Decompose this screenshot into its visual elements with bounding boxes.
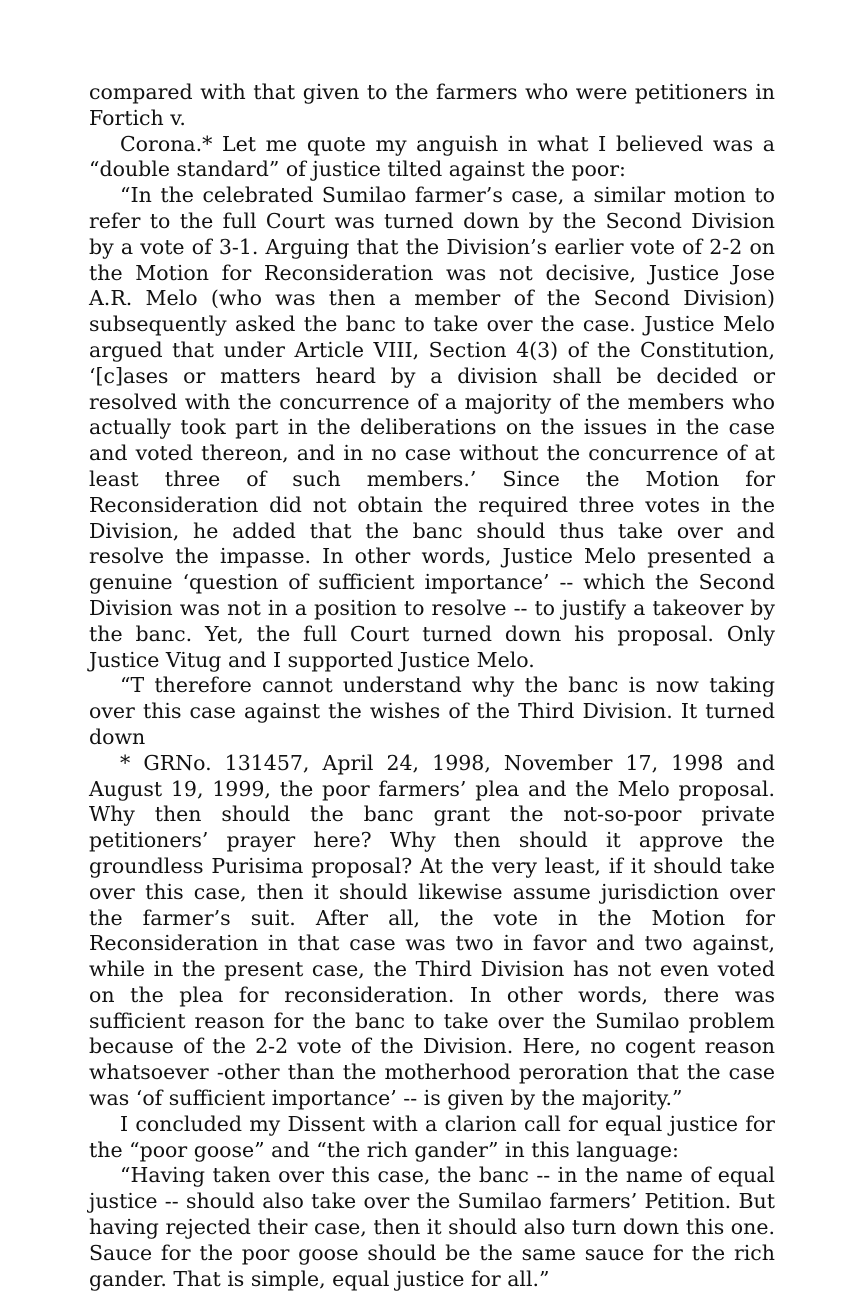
paragraph-6: I concluded my Dissent with a clarion call for equal justice for the “poor goose” and “the rich gander” in this language: bbox=[89, 1111, 775, 1162]
paragraph-7: “Having taken over this case, the banc -- in the name of equal justice -- should also take over the Sumilao farmers’ Petition. But having rejected their case, then it should also turn down this one. Sauce for the poor goose should be the same sauce for the rich gander. That is simple, equal justice for all.” bbox=[89, 1163, 775, 1291]
paragraph-1: compared with that given to the farmers who were petitioners in Fortich v. bbox=[89, 80, 775, 130]
paragraph-3: “In the celebrated Sumilao farmer’s case, a similar motion to refer to the full Court was turned down by the Second Division by a vote of 3-1. Arguing that the Division’s earlier vote of 2-2 on the Motion for Reconsideration was not decisive, Justice Jose A.R. Melo (who was then a member of the Second Division) subsequently asked the banc to take over the case. Justice Melo argued that under Article VIII, Section 4(3) of the Constitution, ‘[c]ases or matters heard by a division shall be decided or resolved with the concurrence of a majority of the members who actually took part in the deliberations on the issues in the case and voted thereon, and in no case without the concurrence of at least three of such members.’ Since the Motion for Reconsideration did not obtain the required three votes in the Division, he added that the banc should thus take over and resolve the impasse. In other words, Justice Melo presented a genuine ‘question of sufficient importance’ -- which the Second Division was not in a position to resolve -- to justify a takeover by the banc. Yet, the full Court turned down his proposal. Only Justice Vitug and I supported Justice Melo. bbox=[89, 183, 775, 672]
document-page bbox=[89, 80, 775, 1292]
footnote-paragraph: * GRNo. 131457, April 24, 1998, November 17, 1998 and August 19, 1999, the poor farmers’ plea and the Melo proposal. Why then should the banc grant the not-so-poor private petitioners’ prayer here? Why then should it approve the groundless Purisima proposal? At the very least, if it should take over this case, then it should likewise assume jurisdiction over the farmer’s suit. After all, the vote in the Motion for Reconsideration in that case was two in favor and two against, while in the present case, the Third Division has not even voted on the plea for reconsideration. In other words, there was sufficient reason for the banc to take over the Sumilao problem because of the 2-2 vote of the Division. Here, no cogent reason whatsoever -other than the motherhood peroration that the case was ‘of sufficient importance’ -- is given by the majority.” bbox=[89, 750, 775, 1111]
paragraph-2: Corona.* Let me quote my anguish in what I believed was a “double standard” of justice tilted against the poor: bbox=[89, 131, 775, 182]
paragraph-4: “T therefore cannot understand why the banc is now taking over this case against the wishes of the Third Division. It turned down bbox=[89, 673, 775, 749]
